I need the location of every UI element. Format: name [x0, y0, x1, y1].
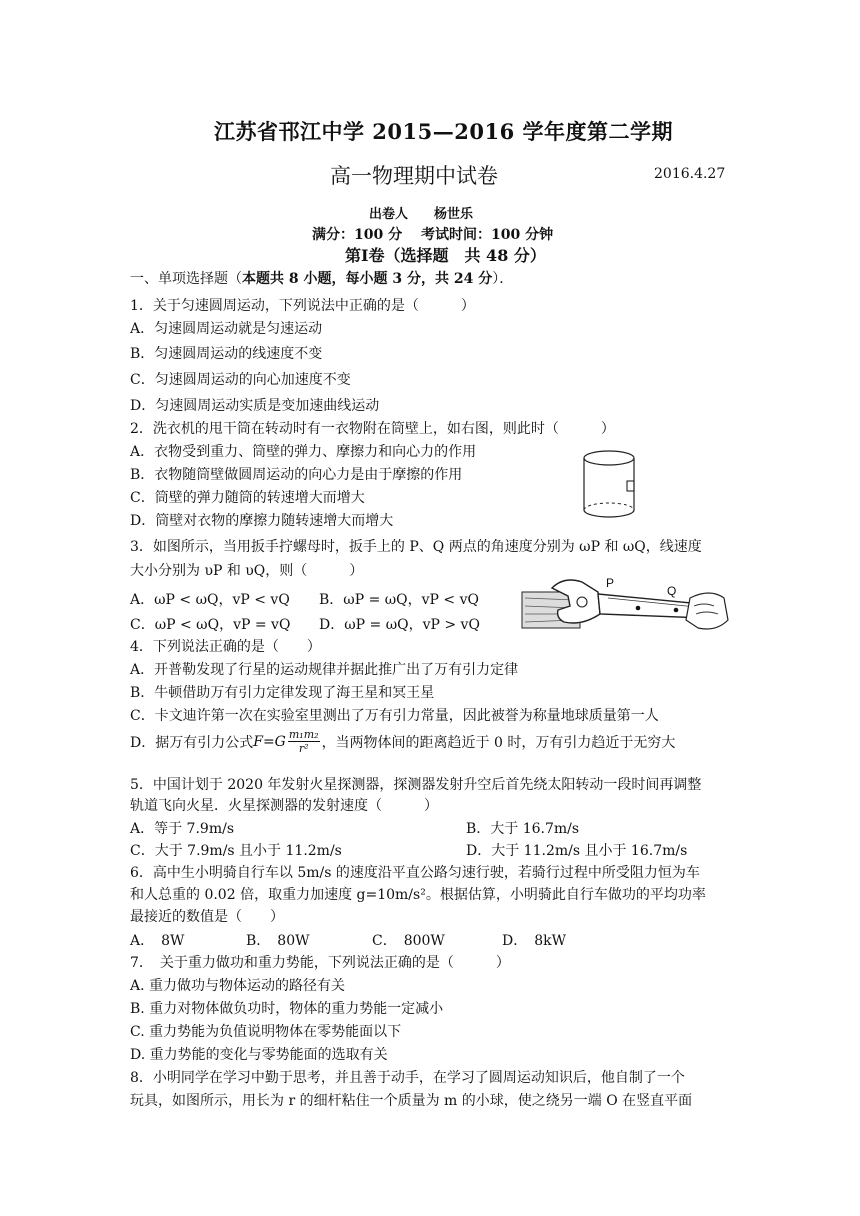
- q1-option-b: B．匀速圆周运动的线速度不变: [130, 346, 323, 362]
- q8-line2: 玩具，如图所示，用长为 r 的细杆粘住一个质量为 m 的小球，使之绕另一端 O 在竖直平面: [130, 1093, 693, 1109]
- gravity-formula-fraction: [288, 728, 320, 755]
- q4-option-c: C．卡文迪许第一次在实验室里测出了万有引力常量，因此被誉为称量地球质量第一人: [130, 708, 659, 724]
- q2-stem: 2．洗衣机的甩干筒在转动时有一衣物附在筒壁上，如右图，则此时（ ）: [130, 421, 615, 437]
- q5-option-d: D．大于 11.2m/s 且小于 16.7m/s: [466, 843, 688, 859]
- author-line: 出卷人 杨世乐: [369, 207, 474, 222]
- q1-option-d: D．匀速圆周运动实质是变加速曲线运动: [130, 398, 380, 414]
- q7-option-b: B. 重力对物体做负功时，物体的重力势能一定减小: [130, 1001, 444, 1017]
- part-title: 第Ⅰ卷（选择题 共 48 分）: [345, 246, 546, 265]
- q2-option-c: C．筒壁的弹力随筒的转速增大而增大: [130, 490, 365, 506]
- q6-option-a: A． 8W: [130, 933, 185, 949]
- q7-option-a: A. 重力做功与物体运动的路径有关: [130, 978, 346, 994]
- gravity-formula-lhs: F=G: [253, 733, 286, 750]
- q4-option-d-prefix: D．据万有引力公式: [130, 734, 254, 751]
- q4-option-b: B．牛顿借助万有引力定律发现了海王星和冥王星: [130, 685, 435, 701]
- q3-option-b: B．ωP = ωQ，vP < vQ: [319, 592, 479, 608]
- q5-stem-line2: 轨道飞向火星．火星探测器的发射速度（ ）: [130, 798, 438, 814]
- gravity-formula-numerator: m₁m₂: [288, 728, 319, 741]
- q5-option-c: C．大于 7.9m/s 且小于 11.2m/s: [130, 843, 342, 859]
- q7-stem: 7． 关于重力做功和重力势能，下列说法正确的是（ ）: [130, 955, 510, 971]
- q3-option-a: A．ωP < ωQ，vP < vQ: [130, 592, 290, 608]
- q7-option-c: C. 重力势能为负值说明物体在零势能面以下: [130, 1024, 402, 1040]
- q3-stem-line2: 大小分别为 υP 和 υQ，则（ ）: [130, 563, 364, 579]
- q5-option-a: A．等于 7.9m/s: [130, 821, 235, 837]
- wrench-figure: [520, 570, 730, 640]
- wrench-label-q: Q: [667, 584, 677, 598]
- q1-option-c: C．匀速圆周运动的向心加速度不变: [130, 372, 351, 388]
- q4-option-d: [130, 728, 675, 755]
- q4-stem: 4．下列说法正确的是（ ）: [130, 639, 321, 655]
- q4-option-a: A．开普勒发现了行星的运动规律并据此推广出了万有引力定律: [130, 662, 519, 678]
- q2-option-a: A．衣物受到重力、筒壁的弹力、摩擦力和向心力的作用: [130, 444, 477, 460]
- section-label-bold: 本题共 8 小题，每小题 3 分，共 24 分: [242, 271, 493, 287]
- q2-option-b: B．衣物随筒壁做圆周运动的向心力是由于摩擦的作用: [130, 467, 463, 483]
- q2-option-d: D．筒壁对衣物的摩擦力随转速增大而增大: [130, 513, 394, 529]
- q1-stem: 1．关于匀速圆周运动，下列说法中正确的是（ ）: [130, 298, 475, 314]
- score-time-line: 满分：100 分 考试时间：100 分钟: [312, 227, 554, 243]
- dryer-drum-figure: [580, 448, 640, 526]
- wrench-label-p: P: [606, 576, 615, 590]
- q1-option-a: A．匀速圆周运动就是匀速运动: [130, 321, 323, 337]
- q6-option-b: B． 80W: [246, 933, 310, 949]
- q4-option-d-suffix: ，当两物体间的距离趋近于 0 时，万有引力趋近于无穷大: [321, 734, 676, 751]
- q6-stem-line1: 6．高中生小明骑自行车以 5m/s 的速度沿平直公路匀速行驶，若骑行过程中所受阻力恒为车: [130, 865, 700, 881]
- title-line-1: 江苏省邗江中学 2015—2016 学年度第二学期: [214, 119, 674, 144]
- exam-date: 2016.4.27: [654, 166, 726, 182]
- q5-stem-line1: 5．中国计划于 2020 年发射火星探测器，探测器发射升空后首先绕太阳转动一段时间再调整: [130, 777, 702, 793]
- section-label-plain: 一、单项选择题（: [130, 271, 242, 287]
- q8-line1: 8．小明同学在学习中勤于思考，并且善于动手，在学习了圆周运动知识后，他自制了一个: [130, 1070, 685, 1086]
- q5-option-b: B．大于 16.7m/s: [466, 821, 580, 837]
- q3-stem-line1: 3．如图所示，当用扳手拧螺母时，扳手上的 P、Q 两点的角速度分别为 ωP 和 ωQ，线速度: [130, 539, 702, 555]
- q6-option-d: D． 8kW: [502, 933, 567, 949]
- section-label-end: ）．: [492, 271, 514, 287]
- gravity-formula-denominator: r²: [298, 742, 309, 755]
- section-heading: [130, 268, 513, 288]
- title-line-2: 高一物理期中试卷: [330, 164, 498, 188]
- q6-stem-line3: 最接近的数值是（ ）: [130, 909, 284, 925]
- q3-option-d: D．ωP = ωQ，vP > vQ: [319, 617, 480, 633]
- q7-option-d: D. 重力势能的变化与零势能面的选取有关: [130, 1047, 388, 1063]
- q6-option-c: C． 800W: [372, 933, 445, 949]
- q3-option-c: C．ωP < ωQ，vP = vQ: [130, 617, 291, 633]
- q6-stem-line2: 和人总重的 0.02 倍，取重力加速度 g=10m/s²。根据估算，小明骑此自行车做功的平均功率: [130, 887, 706, 903]
